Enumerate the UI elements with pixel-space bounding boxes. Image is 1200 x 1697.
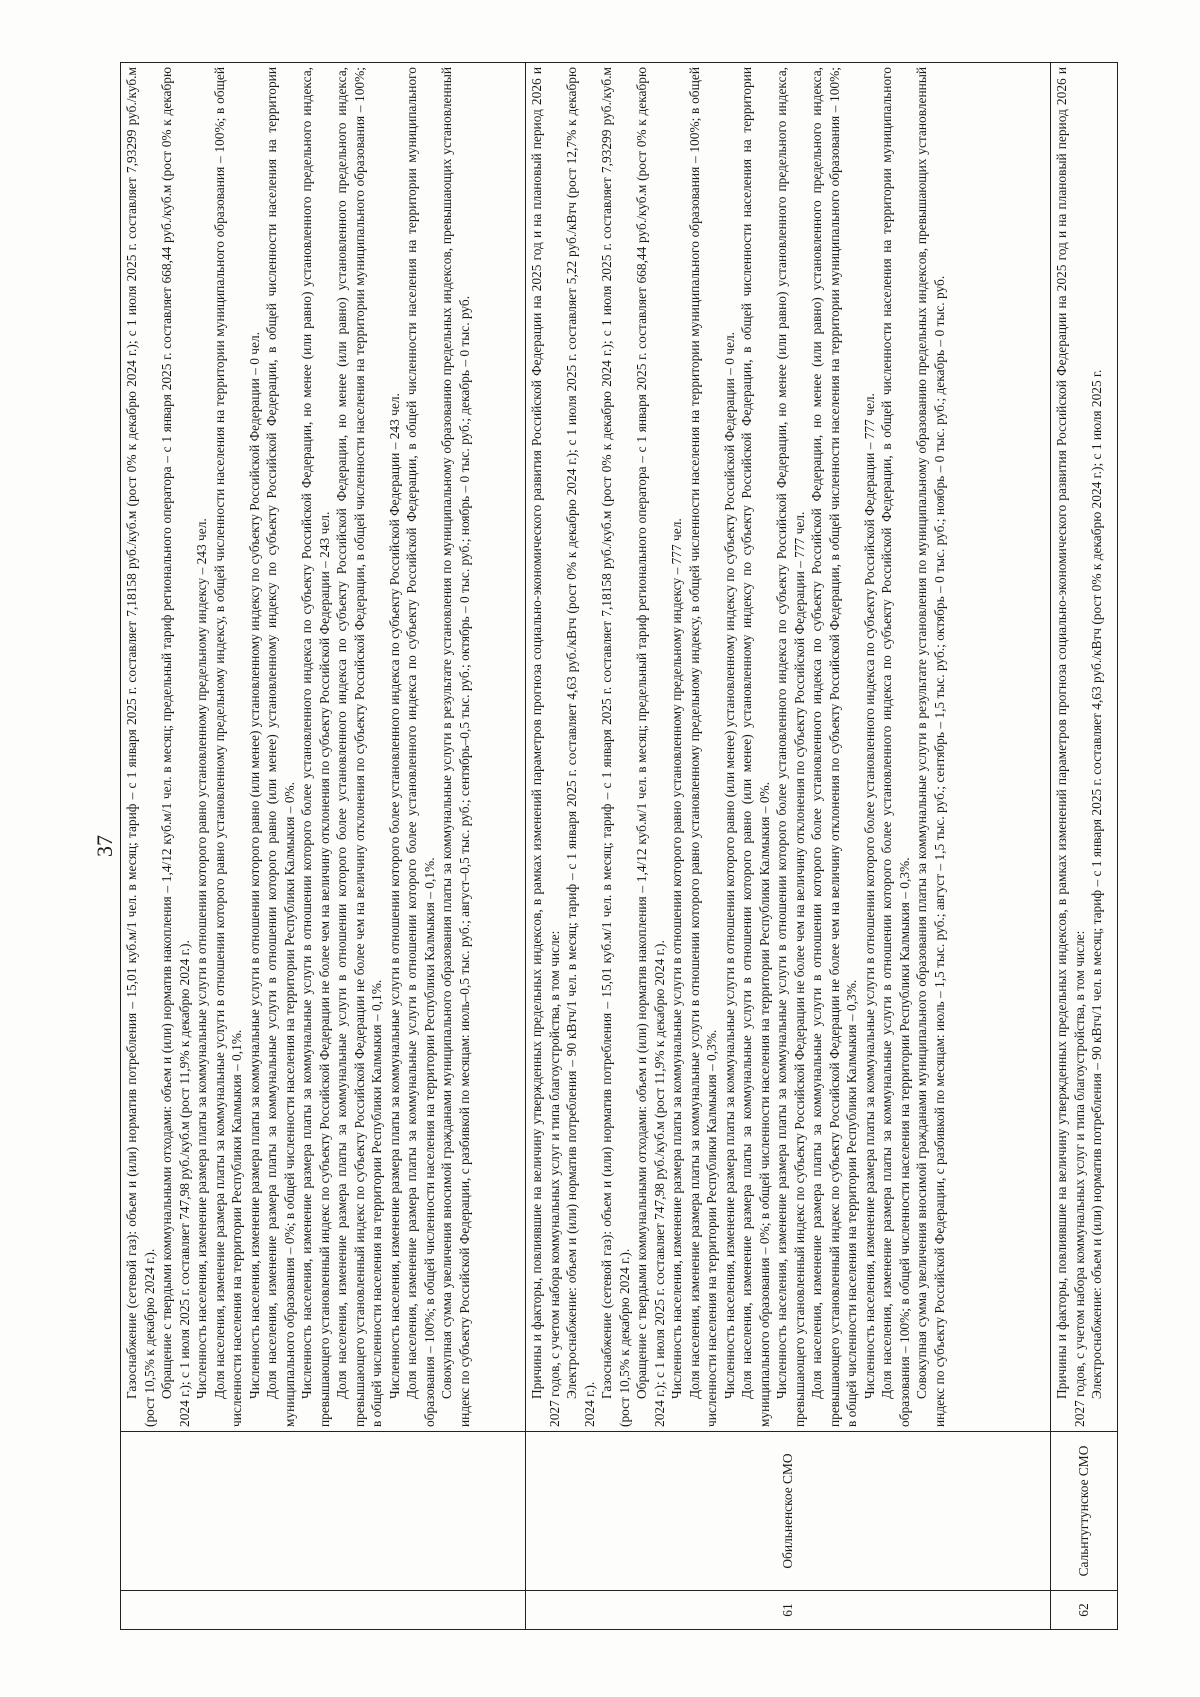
row-content: [121, 63, 526, 1432]
content-paragraph: Электроснабжение: объем и (или) норматив потребления – 90 кВтч/1 чел. в месяц; тариф – с 1 января 2025 г. составляет 4,63 руб./кВтч (рост 0% к декабрю 2024 г.); с 1 июля 2025 г. составляет 5,22 руб./кВтч (рост 12,7% к декабрю 2024 г.).: [564, 67, 597, 1427]
content-paragraph: Численность населения, изменение размера платы за коммунальные услуги в отношении которого равно установленному предельному индексу – 243 чел.: [194, 518, 209, 1399]
content-paragraph: Причины и факторы, повлиявшие на величину утвержденных предельных индексов, в рамках изменений параметров прогноза социально-экономического развития Российской Федерации на 2025 год и на плановый период 2026 и 2027 годов, с учетом набора коммунальных услуг и типа благоустройства, в том числе:: [529, 67, 562, 1427]
content-paragraph: Доля населения, изменение размера платы за коммунальные услуги в отношении которого равно (или менее) установленному индексу по субъекту Российской Федерации, в общей численности населения на территории муниципального образования – 0%; в общей численности населения на территории Республики Калмыкия – 0%.: [739, 67, 772, 1427]
content-paragraph: Доля населения, изменение размера платы за коммунальные услуги в отношении которого равно установленному предельному индексу, в общей численности населения на территории муниципального образования – 100%; в общей численности населения на территории Республики Калмыкия – 0,3%.: [686, 67, 719, 1427]
table-row: [1051, 63, 1118, 1630]
row-content: [526, 63, 1051, 1432]
document-table: [120, 62, 1118, 1630]
content-paragraph: Обращение с твердыми коммунальными отходами: объем и (или) норматив накопления – 1,4/12 куб.м/1 чел. в месяц; предельный тариф регионального оператора – с 1 января 2025 г. составляет 668,44 руб./куб.м (рост 0% к декабрю 2024 г.); с 1 июля 2025 г. составляет 747,98 руб./куб.м (рост 11,9% к декабрю 2024 г.).: [634, 67, 667, 1427]
content-paragraph: Доля населения, изменение размера платы за коммунальные услуги в отношении которого более установленного индекса по субъекту Российской Федерации, в общей численности населения на территории муниципального образования – 100%; в общей численности населения на территории Республики Калмыкия – 0,3%.: [879, 67, 912, 1427]
content-paragraph: Совокупная сумма увеличения вносимой гражданами муниципального образования платы за коммунальные услуги в результате установления по муниципальному образованию предельных индексов, превышающих установленный индекс по субъекту Российской Федерации, с разбивкой по месяцам: июль–0,5 тыс. руб.; август–0,5 тыс. руб.; сентябрь–0,5 тыс. руб.; октябрь – 0 тыс. руб.; ноябрь – 0 тыс. руб.; декабрь – 0 тыс. руб.: [439, 67, 472, 1427]
content-paragraph: Доля населения, изменение размера платы за коммунальные услуги в отношении которого более установленного индекса по субъекту Российской Федерации, в общей численности населения на территории муниципального образования – 100%; в общей численности населения на территории Республики Калмыкия – 0,1%.: [404, 67, 437, 1427]
content-paragraph: Обращение с твердыми коммунальными отходами: объем и (или) норматив накопления – 1,4/12 куб.м/1 чел. в месяц; предельный тариф регионального оператора – с 1 января 2025 г. составляет 668,44 руб./куб.м (рост 0% к декабрю 2024 г.); с 1 июля 2025 г. составляет 747,98 руб./куб.м (рост 11,9% к декабрю 2024 г.).: [159, 67, 192, 1427]
content-paragraph: Доля населения, изменение размера платы за коммунальные услуги в отношении которого равно (или менее) установленному индексу по субъекту Российской Федерации, в общей численности населения на территории муниципального образования – 0%; в общей численности населения на территории Республики Калмыкия – 0%.: [264, 67, 297, 1427]
page-number: 37: [92, 835, 117, 857]
content-paragraph: Численность населения, изменение размера платы за коммунальные услуги в отношении которого равно установленному предельному индексу – 777 чел.: [669, 518, 684, 1399]
content-paragraph: Численность населения, изменение размера платы за коммунальные услуги в отношении которого равно (или менее) установленному индексу по субъекту Российской Федерации – 0 чел.: [721, 332, 737, 1399]
municipality-name: [121, 1432, 526, 1591]
content-paragraph: Совокупная сумма увеличения вносимой гражданами муниципального образования платы за коммунальные услуги в результате установления по муниципальному образованию предельных индексов, превышающих установленный индекс по субъекту Российской Федерации, с разбивкой по месяцам: июль – 1,5 тыс. руб.; август – 1,5 тыс. руб.; сентябрь – 1,5 тыс. руб.; октябрь – 0 тыс. руб.; ноябрь – 0 тыс. руб.; декабрь – 0 тыс. руб.: [914, 67, 947, 1427]
municipality-name: Сальнтугтунское СМО: [1051, 1432, 1118, 1591]
content-paragraph: Численность населения, изменение размера платы за коммунальные услуги в отношении которого более установленного индекса по субъекту Российской Федерации, но менее (или равно) установленного предельного индекса, превышающего установленный индекс по субъекту Российской Федерации не более чем на величину отклонения по субъекту Российской Федерации – 777 чел.: [774, 67, 807, 1427]
content-paragraph: Электроснабжение: объем и (или) норматив потребления – 90 кВтч/1 чел. в месяц; тариф – с 1 января 2025 г. составляет 4,63 руб./кВтч (рост 0% к декабрю 2024 г.); с 1 июля 2025 г.: [1089, 369, 1104, 1399]
rotated-content: [90, 62, 1130, 1630]
row-content: [1051, 63, 1118, 1432]
row-number: 61: [526, 1591, 1051, 1630]
row-number: 62: [1051, 1591, 1118, 1630]
content-paragraph: Газоснабжение (сетевой газ): объем и (или) норматив потребления – 15,01 куб.м/1 чел. в месяц; тариф – с 1 января 2025 г. составляет 7,18158 руб./куб.м (рост 0% к декабрю 2024 г.); с 1 июля 2025 г. составляет 7,93299 руб./куб.м (рост 10,5% к декабрю 2024 г.).: [124, 67, 157, 1427]
content-paragraph: Доля населения, изменение размера платы за коммунальные услуги в отношении которого более установленного индекса по субъекту Российской Федерации, но менее (или равно) установленного предельного индекса, превышающего установленный индекс по субъекту Российской Федерации не более чем на величину отклонения по субъекту Российской Федерации, в общей численности населения на территории муниципального образования – 100%; в общей численности населения на территории Республики Калмыкия – 0,1%.: [334, 67, 384, 1427]
content-paragraph: Доля населения, изменение размера платы за коммунальные услуги в отношении которого более установленного индекса по субъекту Российской Федерации, но менее (или равно) установленного предельного индекса, превышающего установленный индекс по субъекту Российской Федерации не более чем на величину отклонения по субъекту Российской Федерации, в общей численности населения на территории муниципального образования – 100%; в общей численности населения на территории Республики Калмыкия – 0,3%.: [809, 67, 859, 1427]
content-paragraph: Численность населения, изменение размера платы за коммунальные услуги в отношении которого более установленного индекса по субъекту Российской Федерации, но менее (или равно) установленного предельного индекса, превышающего установленный индекс по субъекту Российской Федерации не более чем на величину отклонения по субъекту Российской Федерации – 243 чел.: [299, 67, 332, 1427]
content-paragraph: Численность населения, изменение размера платы за коммунальные услуги в отношении которого более установленного индекса по субъекту Российской Федерации – 777 чел.: [861, 393, 877, 1399]
row-number: [121, 1591, 526, 1630]
content-paragraph: Численность населения, изменение размера платы за коммунальные услуги в отношении которого более установленного индекса по субъекту Российской Федерации – 243 чел.: [386, 393, 402, 1399]
table-row: [526, 63, 1051, 1630]
content-paragraph: Причины и факторы, повлиявшие на величину утвержденных предельных индексов, в рамках изменений параметров прогноза социально-экономического развития Российской Федерации на 2025 год и на плановый период 2026 и 2027 годов, с учетом набора коммунальных услуг и типа благоустройства, в том числе:: [1054, 67, 1087, 1427]
content-paragraph: Газоснабжение (сетевой газ): объем и (или) норматив потребления – 15,01 куб.м/1 чел. в месяц; тариф – с 1 января 2025 г. составляет 7,18158 руб./куб.м (рост 0% к декабрю 2024 г.); с 1 июля 2025 г. составляет 7,93299 руб./куб.м (рост 10,5% к декабрю 2024 г.).: [599, 67, 632, 1427]
municipality-name: Обильненское СМО: [526, 1432, 1051, 1591]
content-paragraph: Численность населения, изменение размера платы за коммунальные услуги в отношении которого равно (или менее) установленному индексу по субъекту Российской Федерации – 0 чел.: [246, 332, 262, 1399]
table-row: [121, 63, 526, 1630]
content-paragraph: Доля населения, изменение размера платы за коммунальные услуги в отношении которого равно установленному предельному индексу, в общей численности населения на территории муниципального образования – 100%; в общей численности населения на территории Республики Калмыкия – 0,1%.: [211, 67, 244, 1427]
